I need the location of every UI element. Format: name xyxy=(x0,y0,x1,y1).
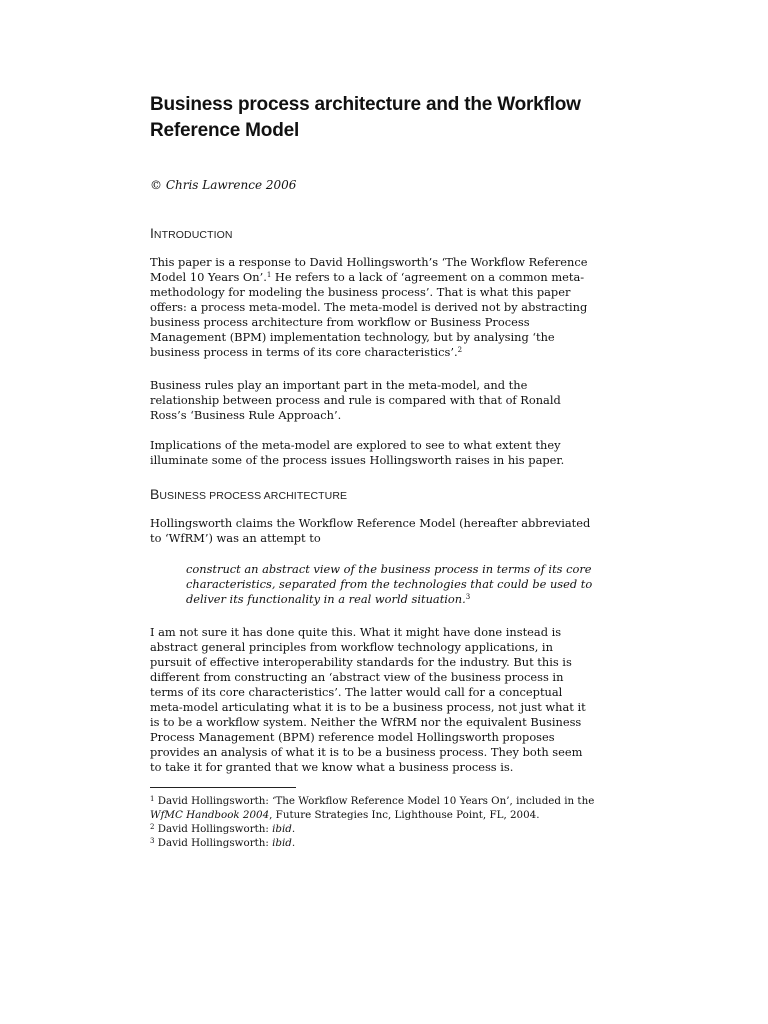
footnote-2: $^2$ David Hollingsworth: ibid. xyxy=(150,823,296,835)
footnote-separator xyxy=(150,787,296,788)
footnote-1-continued: WfMC Handbook 2004, Future Strategies Inc, Lighthouse Point, FL, 2004. xyxy=(150,809,540,821)
section-heading-business-process-architecture: BUSINESS PROCESS ARCHITECTURE xyxy=(150,486,348,502)
block-quote: construct an abstract view of the business process in terms of its core characteristics, separated from the technologies that could be used to deliver its functionality in a real world situation.$^3$ xyxy=(186,562,593,606)
section-heading-introduction: INTRODUCTION xyxy=(150,225,233,241)
footnotes xyxy=(150,794,630,850)
intro-paragraph-3: Implications of the meta-model are explored to see to what extent they illuminate some of the process issues Hollingsworth raises in his paper. xyxy=(150,438,565,467)
intro-paragraph-1: This paper is a response to David Hollingsworth’s ‘The Workflow Reference Model 10 Years On’.$^1$ He refers to a lack of ‘agreement on a common meta- methodology for modeling the business process’. That is what this paper offers: a process meta-model. The meta-model is derived not by abstracting business process architecture from workflow or Business Process Management (BPM) implementation technology, but by analysing ‘the business process in terms of its core characteristics’.$^2$ xyxy=(150,255,588,359)
author-copyright: © Chris Lawrence 2006 xyxy=(150,178,297,192)
bpa-paragraph-1: Hollingsworth claims the Workflow Reference Model (hereafter abbreviated to ‘WfRM’) was an attempt to xyxy=(150,516,591,545)
document-title xyxy=(150,92,650,144)
title-line-1: Business process architecture and the Workflow xyxy=(150,94,581,115)
footnote-3: $^3$ David Hollingsworth: ibid. xyxy=(150,837,296,849)
intro-paragraph-2: Business rules play an important part in the meta-model, and the relationship between process and rule is compared with that of Ronald Ross’s ‘Business Rule Approach’. xyxy=(150,378,561,422)
footnote-1: $^1$ David Hollingsworth: ‘The Workflow Reference Model 10 Years On’, included in the xyxy=(150,795,595,807)
bpa-paragraph-2: I am not sure it has done quite this. What it might have done instead is abstract general principles from workflow technology applications, in pursuit of effective interoperability standards for the industry. But this is different from constructing an ‘abstract view of the business process in terms of its core characteristics’. The latter would call for a conceptual meta-model articulating what it is to be a business process, not just what it is to be a workflow system. Neither the WfRM nor the equivalent Business Process Management (BPM) reference model Hollingsworth proposes provides an analysis of what it is to be a business process. They both seem to take it for granted that we know what a business process is. xyxy=(150,625,586,774)
title-line-2: Reference Model xyxy=(150,120,300,141)
